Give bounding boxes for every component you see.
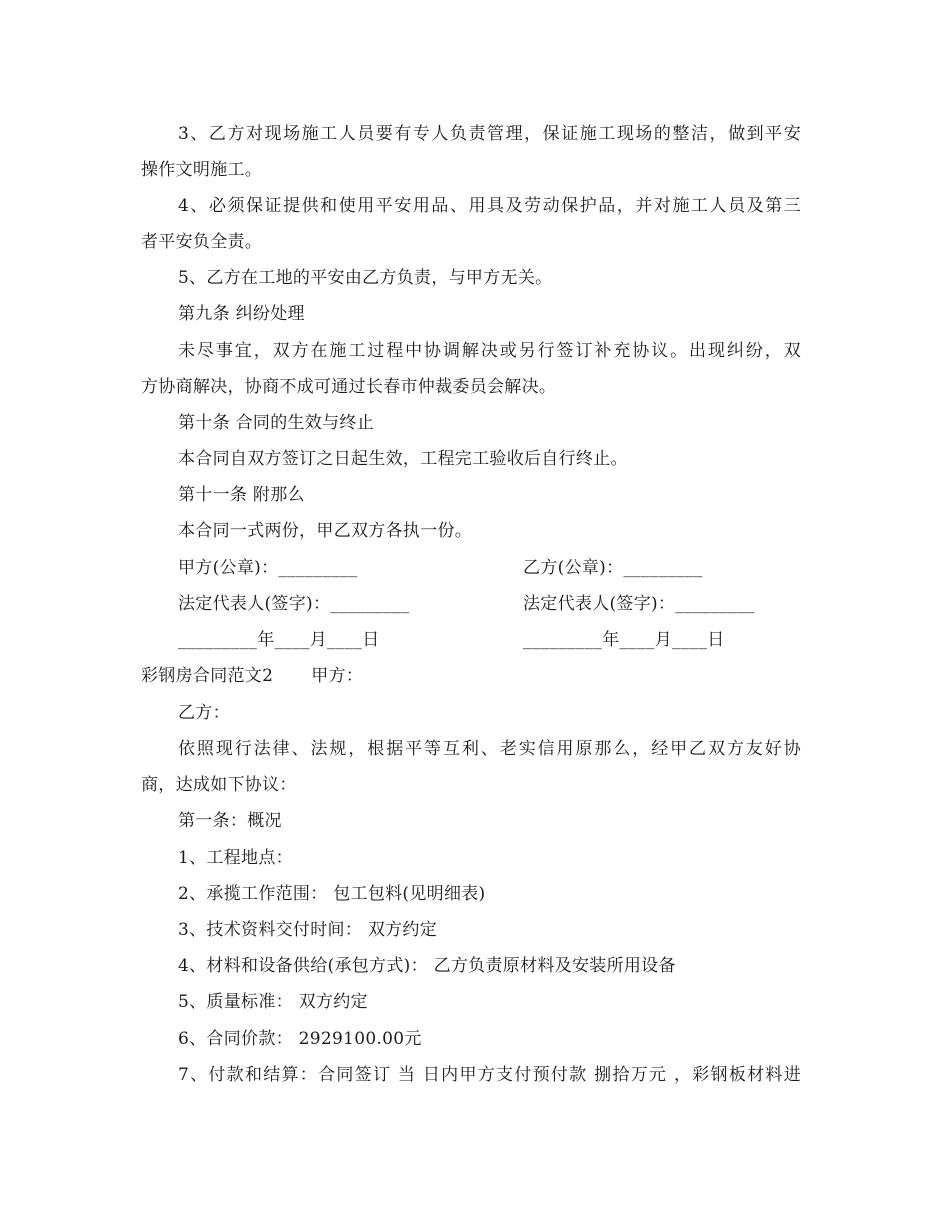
item-4: 4、材料和设备供给(承包方式)： 乙方负责原材料及安装所用设备 (178, 956, 676, 976)
intro-line-1: 依照现行法律、法规，根据平等互利、老实信用原那么，经甲乙双方友好协 (178, 739, 801, 759)
party-a-seal-field: 甲方(公章)：_________ (178, 558, 358, 578)
party-a-date-field: _________年____月____日 (178, 630, 380, 650)
article-10-body: 本合同自双方签订之日起生效，工程完工验收后自行终止。 (178, 449, 628, 469)
item-3: 3、技术资料交付时间： 双方约定 (178, 920, 438, 940)
clause-4-line-1: 4、必须保证提供和使用平安用品、用具及劳动保护品，并对施工人员及第三 (178, 196, 801, 216)
item-6: 6、合同价款： 2929100.00元 (178, 1029, 422, 1049)
document-2-party-a: 甲方： (311, 666, 364, 686)
party-b-seal-field: 乙方(公章)：_________ (523, 558, 703, 578)
party-b-representative-field: 法定代表人(签字)：_________ (523, 594, 755, 614)
article-9-line-1: 未尽事宜，双方在施工过程中协调解决或另行签订补充协议。出现纠纷，双 (178, 341, 801, 361)
article-10-title: 第十条 合同的生效与终止 (178, 413, 375, 433)
intro-line-2: 商，达成如下协议： (141, 775, 297, 795)
clause-3-line-1: 3、乙方对现场施工人员要有专人负责管理，保证施工现场的整洁，做到平安 (178, 124, 801, 144)
article-9-line-2: 方协商解决，协商不成可通过长春市仲裁委员会解决。 (141, 377, 557, 397)
party-a-representative-field: 法定代表人(签字)：_________ (178, 594, 410, 614)
clause-5: 5、乙方在工地的平安由乙方负责，与甲方无关。 (178, 268, 553, 288)
party-b-date-field: _________年____月____日 (523, 630, 725, 650)
item-7: 7、付款和结算：合同签订 当 日内甲方支付预付款 捌拾万元 ，彩钢板材料进 (178, 1065, 801, 1085)
article-11-title: 第十一条 附那么 (178, 485, 305, 505)
article-1-title: 第一条：概况 (178, 811, 282, 831)
article-11-body: 本合同一式两份，甲乙双方各执一份。 (178, 521, 473, 541)
document-2-party-b: 乙方： (178, 703, 230, 723)
item-2: 2、承揽工作范围： 包工包料(见明细表) (178, 884, 486, 904)
article-9-title: 第九条 纠纷处理 (178, 304, 305, 324)
document-2-heading-line (141, 665, 363, 687)
item-5: 5、质量标准： 双方约定 (178, 992, 368, 1012)
clause-4-line-2: 者平安负全责。 (141, 232, 263, 252)
document-2-title: 彩钢房合同范文2 (141, 666, 274, 686)
item-1: 1、工程地点： (178, 848, 293, 868)
clause-3-line-2: 操作文明施工。 (141, 160, 263, 180)
